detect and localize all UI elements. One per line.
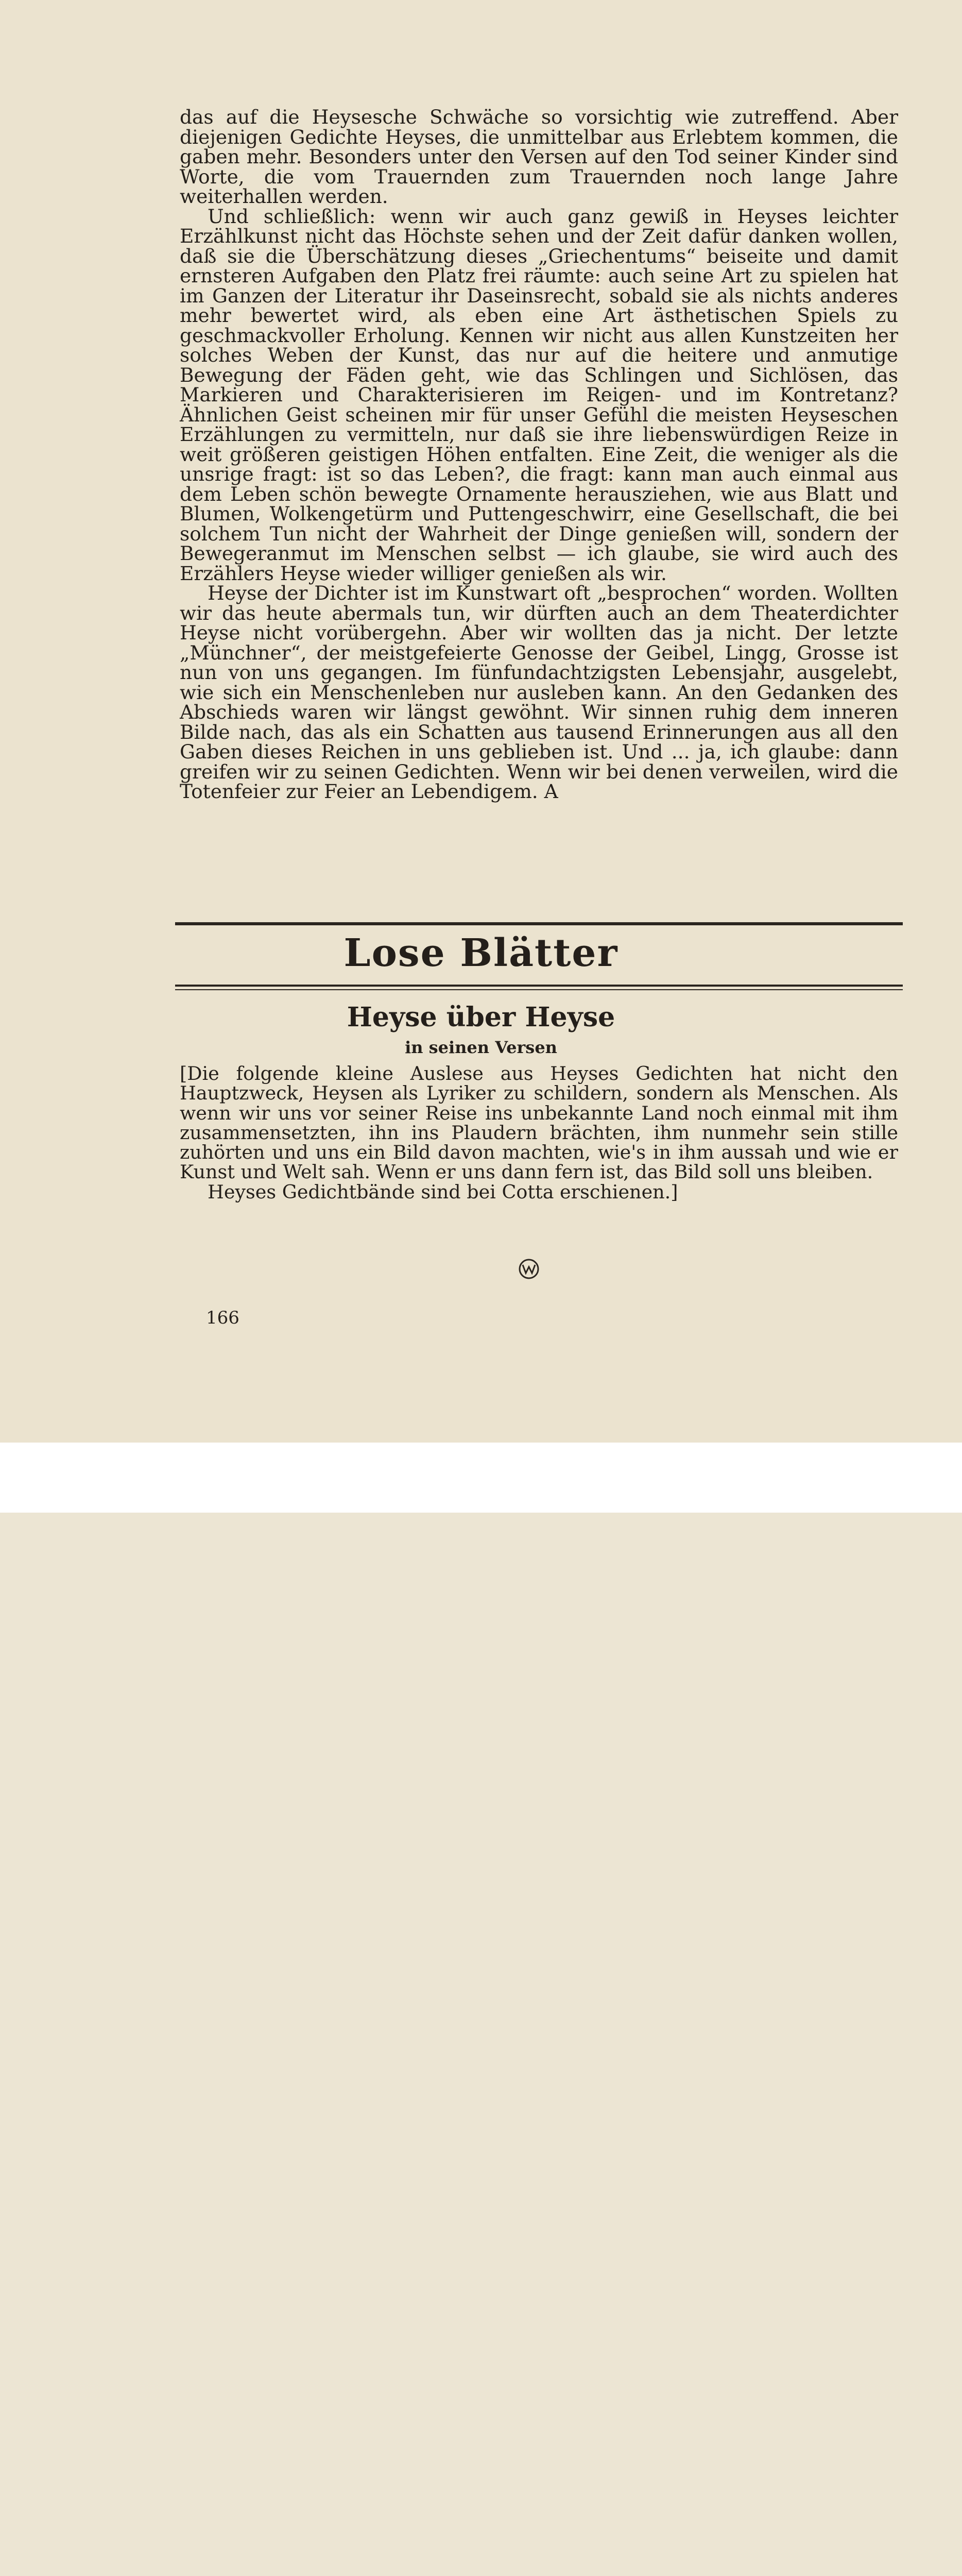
- editorial-intro: [180, 1064, 898, 1202]
- section-rule-bottom: [175, 985, 903, 990]
- digitization-footer: [0, 1443, 962, 1513]
- section-rule-top: [175, 920, 903, 925]
- printer-ornament-icon: [518, 1258, 540, 1280]
- page-number: 166: [206, 1308, 239, 1328]
- paragraph: [Die folgende kleine Auslese aus Heyses Gedichten hat nicht den Hauptzweck, Heysen als Lyriker zu schildern, sondern als Menschen. Als wenn wir uns vor seiner Reise ins unbekannte Land noch einmal mit ihm zusammensetzten, ihn ins Plaudern brächten, ihm nunmehr sein stille zuhörten und uns ein Bild davon machten, wie's in ihm aussah und wie er Kunst und Welt sah. Wenn er uns dann fern ist, das Bild soll uns bleiben.: [180, 1062, 898, 1183]
- paragraph: Heyses Gedichtbände sind bei Cotta erschienen.]: [208, 1180, 678, 1203]
- paragraph: das auf die Heysesche Schwäche so vorsichtig wie zutreffend. Aber diejenigen Gedichte Heyses, die unmittelbar aus Erlebtem kommen, die gaben mehr. Besonders unter den Versen auf den Tod seiner Kinder sind Worte, die vom Trauernden zum Trauernden noch lange Jahre weiterhallen werden.: [180, 106, 898, 208]
- poem-subtitle: in seinen Versen: [405, 1038, 557, 1057]
- paragraph: Heyse der Dichter ist im Kunstwart oft „besprochen“ worden. Wollten wir das heute abermals tun, wir dürften auch an dem Theaterdichter Heyse nicht vorübergehn. Aber wir wollten das ja nicht. Der letzte „Münchner“, der meistgefeierte Genosse der Geibel, Lingg, Grosse ist nun von uns gegangen. Im fünfundachtzigsten Lebensjahr, ausgelebt, wie sich ein Menschenleben nur ausleben kann. An den Gedanken des Abschieds waren wir längst gewöhnt. Wir sinnen ruhig dem inneren Bilde nach, das als ein Schatten aus tausend Erinnerungen aus all den Gaben dieses Reichen in uns geblieben ist. Und ... ja, ich glaube: dann greifen wir zu seinen Gedichten. Wenn wir bei denen verweilen, wird die Totenfeier zur Feier an Lebendigem. A: [180, 582, 898, 803]
- article-ending-text: [180, 107, 898, 802]
- section-title: Lose Blätter: [343, 931, 619, 975]
- paragraph: Und schließlich: wenn wir auch ganz gewiß in Heyses leichter Erzählkunst nicht das Höchste sehen und der Zeit dafür danken wollen, daß sie die Überschätzung dieses „Griechentums“ beiseite und damit ernsteren Aufgaben den Platz frei räumte: auch seine Art zu spielen hat im Ganzen der Literatur ihr Daseinsrecht, sobald sie als nichts anderes mehr bewertet wird, als eben eine Art ästhetischen Spiels zu geschmackvoller Erholung. Kennen wir nicht aus allen Kunstzeiten her solches Weben der Kunst, das nur auf die heitere und anmutige Bewegung der Fäden geht, wie das Schlingen und Sichlösen, das Markieren und Charakterisieren im Reigen- und im Kontretanz? Ähnlichen Geist scheinen mir für unser Gefühl die meisten Heyseschen Erzählungen zu vermitteln, nur daß sie ihre liebenswürdigen Reize in weit größeren geistigen Höhen entfalten. Eine Zeit, die weniger als die unsrige fragt: ist so das Leben?, die fragt: kann man auch einmal aus dem Leben schön bewegte Ornamente herausziehen, wie aus Blatt und Blumen, Wolkengetürm und Puttengeschwirr, eine Gesellschaft, die bei solchem Tun nicht der Wahrheit der Dinge genießen will, sondern der Bewegeranmut im Menschen selbst — ich glaube, sie wird auch des Erzählers Heyse wieder williger genießen als wir.: [180, 205, 898, 585]
- poem-title: Heyse über Heyse: [347, 1002, 615, 1033]
